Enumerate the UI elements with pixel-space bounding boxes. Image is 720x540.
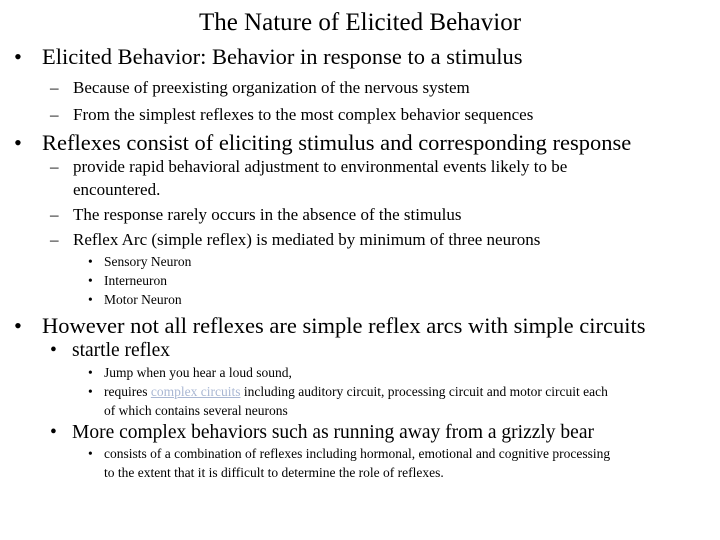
bullet-marker: • [50,340,57,361]
sub-response-rarely: The response rarely occurs in the absence of the stimulus [73,205,462,224]
sub-preexisting-organization: Because of preexisting organization of the nervous system [73,78,470,97]
bullet-elicited-behavior: Elicited Behavior: Behavior in response to a stimulus [42,44,523,69]
sub-rapid-adjustment-cont: encountered. [73,180,161,199]
sub-startle-reflex: startle reflex [72,340,170,361]
dash-marker: – [50,230,59,249]
sub-simplest-reflexes: From the simplest reflexes to the most complex behavior sequences [73,105,534,124]
bullet-not-all-reflexes: However not all reflexes are simple reflex arcs with simple circuits [42,313,646,338]
dash-marker: – [50,78,59,97]
startle-requires [104,382,608,401]
neuron-item: Sensory Neuron [104,254,192,269]
neuron-item: Interneuron [104,273,167,288]
bullet-reflexes-consist: Reflexes consist of eliciting stimulus and corresponding response [42,130,632,155]
sub-reflex-arc: Reflex Arc (simple reflex) is mediated by minimum of three neurons [73,230,541,249]
bullet-marker: • [14,313,22,338]
bullet-marker: • [88,254,93,269]
bullet-marker: • [88,446,93,461]
bullet-marker: • [88,365,93,380]
bullet-marker: • [50,422,57,443]
dash-marker: – [50,105,59,124]
complex-consists-cont: to the extent that it is difficult to determine the role of reflexes. [104,465,444,480]
startle-requires-pre: requires [104,384,151,399]
startle-requires-post: including auditory circuit, processing circuit and motor circuit each [240,384,608,399]
sub-complex-behaviors: More complex behaviors such as running away from a grizzly bear [72,422,594,443]
complex-circuits-link[interactable]: complex circuits [150,384,241,399]
bullet-marker: • [88,292,93,307]
dash-marker: – [50,205,59,224]
bullet-marker: • [88,384,93,399]
neuron-item: Motor Neuron [104,292,182,307]
complex-consists: consists of a combination of reflexes including hormonal, emotional and cognitive processing [104,446,611,461]
bullet-marker: • [14,44,22,69]
startle-requires-cont: of which contains several neurons [104,403,288,418]
bullet-marker: • [14,130,22,155]
startle-jump: Jump when you hear a loud sound, [104,365,292,380]
sub-rapid-adjustment: provide rapid behavioral adjustment to environmental events likely to be [73,157,568,176]
slide-title: The Nature of Elicited Behavior [198,9,522,36]
dash-marker: – [50,157,59,176]
bullet-marker: • [88,273,93,288]
